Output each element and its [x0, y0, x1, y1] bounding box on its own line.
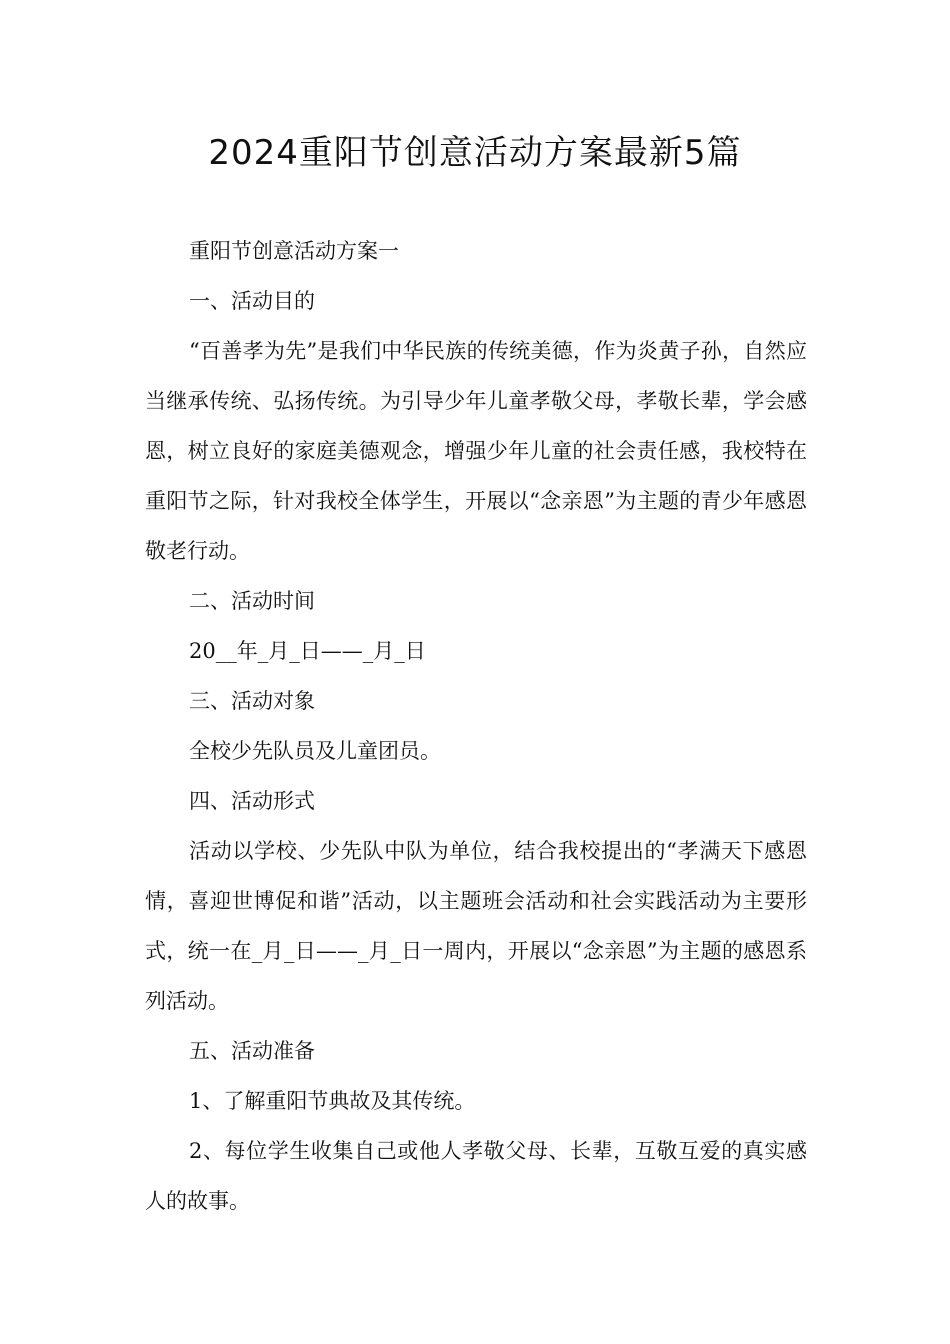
section-heading-purpose: 一、活动目的	[189, 289, 315, 313]
paragraph-target: 全校少先队员及儿童团员。	[189, 739, 441, 763]
section-heading-time: 二、活动时间	[189, 589, 315, 613]
paragraph-plan-heading: 重阳节创意活动方案一	[189, 239, 399, 263]
document-body	[145, 226, 807, 1226]
section-heading-preparation: 五、活动准备	[189, 1039, 315, 1063]
paragraph-time: 20__年_月_日——_月_日	[189, 639, 426, 663]
document-title: 2024重阳节创意活动方案最新5篇	[208, 133, 742, 173]
section-heading-form: 四、活动形式	[189, 789, 315, 813]
list-item-2: 2、每位学生收集自己或他人孝敬父母、长辈，互敬互爱的真实感人的故事。	[145, 1139, 807, 1213]
paragraph-purpose: “百善孝为先”是我们中华民族的传统美德，作为炎黄子孙，自然应当继承传统、弘扬传统。为引导少年儿童孝敬父母，孝敬长辈，学会感恩，树立良好的家庭美德观念，增强少年儿童的社会责任感，我校特在重阳节之际，针对我校全体学生，开展以“念亲恩”为主题的青少年感恩敬老行动。	[145, 339, 807, 563]
list-item-1: 1、了解重阳节典故及其传统。	[189, 1089, 476, 1113]
paragraph-form: 活动以学校、少先队中队为单位，结合我校提出的“孝满天下感恩情，喜迎世博促和谐”活动，以主题班会活动和社会实践活动为主要形式，统一在_月_日——_月_日一周内，开展以“念亲恩”为主题的感恩系列活动。	[145, 839, 807, 1013]
section-heading-target: 三、活动对象	[189, 689, 315, 713]
